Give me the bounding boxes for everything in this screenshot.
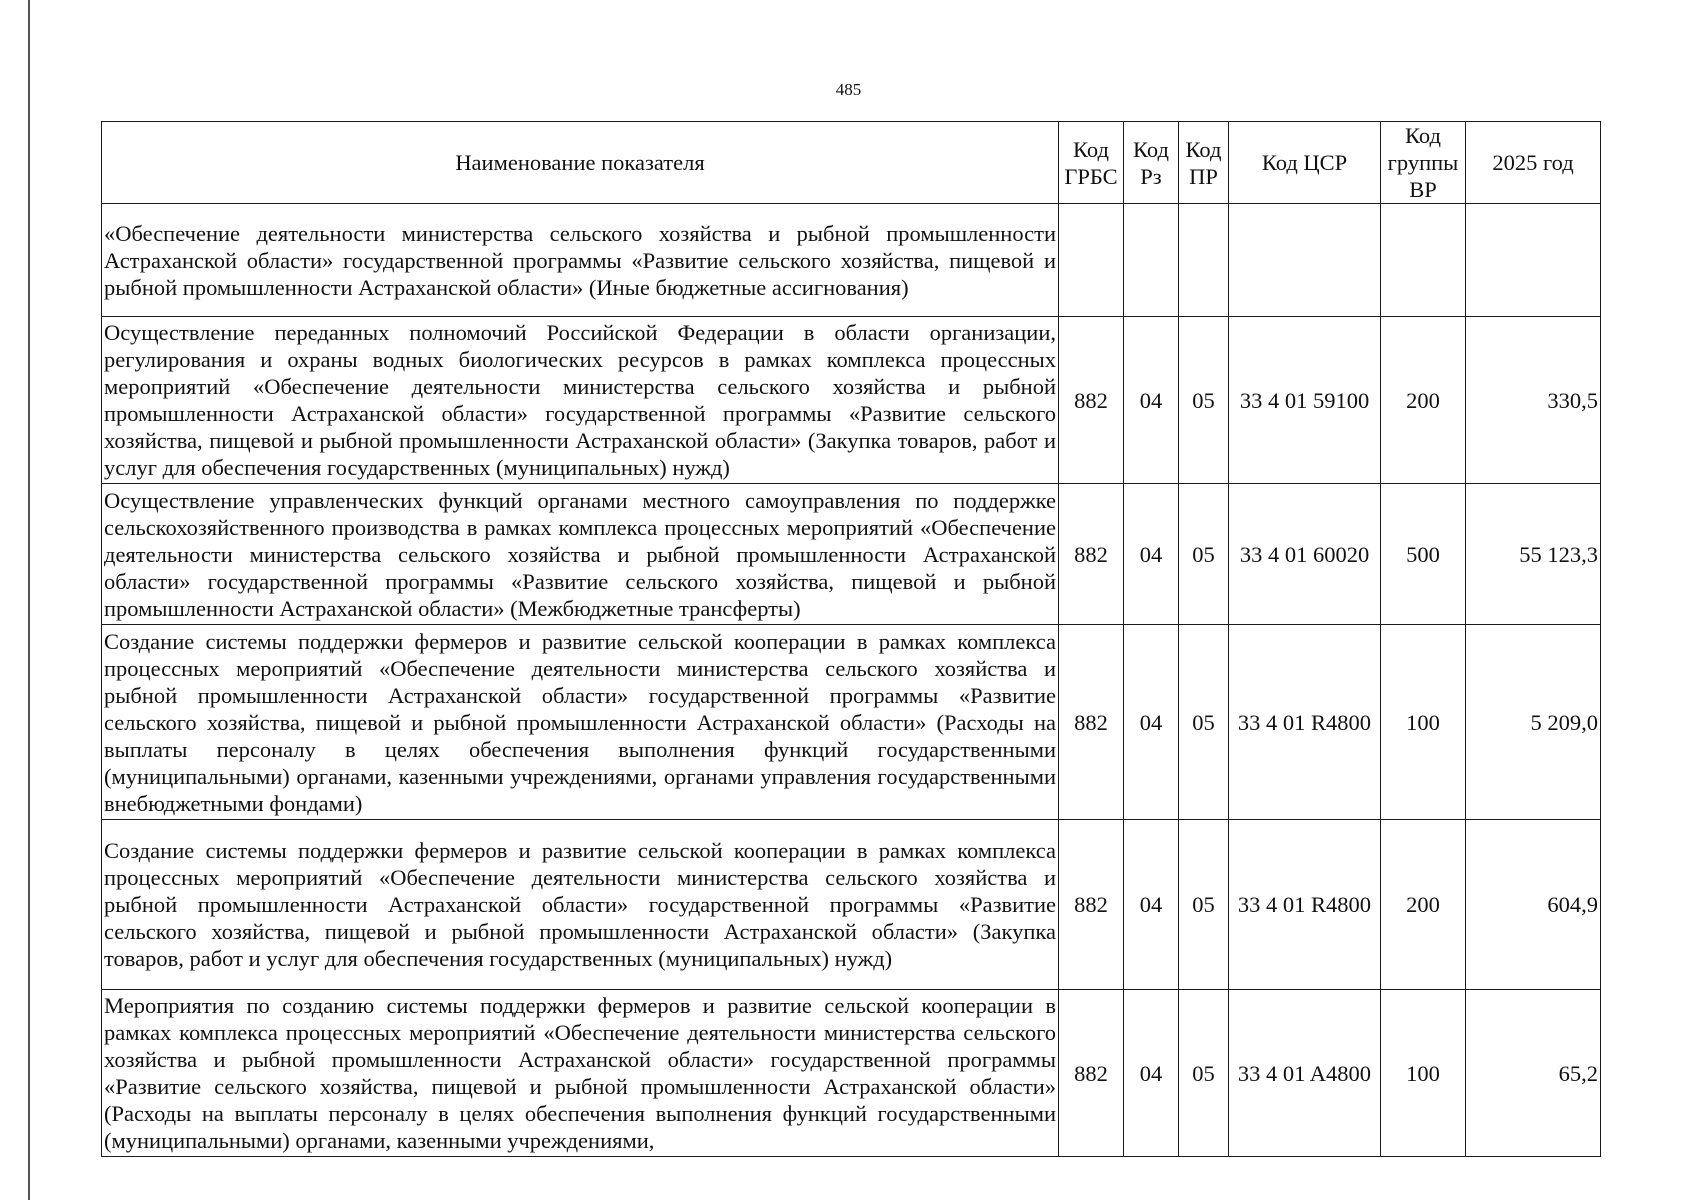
row-rz: [1124, 204, 1179, 317]
row-amount: [1466, 204, 1601, 317]
row-pr: 05: [1179, 317, 1229, 484]
row-grbs: 882: [1059, 990, 1124, 1157]
table-row: [102, 625, 1601, 820]
header-rz: Код Рз: [1124, 122, 1179, 204]
page-number: 485: [835, 80, 862, 99]
table-row: [102, 317, 1601, 484]
header-pr: Код ПР: [1179, 122, 1229, 204]
table-row: [102, 204, 1601, 317]
budget-table: [101, 121, 1601, 1157]
row-csr: 33 4 01 59100: [1229, 317, 1381, 484]
row-grbs: 882: [1059, 625, 1124, 820]
row-vr: 100: [1381, 625, 1466, 820]
row-csr: [1229, 204, 1381, 317]
row-pr: 05: [1179, 484, 1229, 625]
row-name: Создание системы поддержки фермеров и развитие сельской кооперации в рамках комплекса процессных мероприятий «Обеспечение деятельности министерства сельского хозяйства и рыбной промышленности Астраханской области» государственной программы «Развитие сельского хозяйства, пищевой и рыбной промышленности Астраханской области» (Расходы на выплаты персоналу в целях обеспечения выполнения функций государственными (муниципальными) органами, казенными учреждениями, органами управления государственными внебюджетными фондами): [102, 625, 1059, 820]
row-pr: 05: [1179, 990, 1229, 1157]
row-vr: 100: [1381, 990, 1466, 1157]
row-amount: 330,5: [1466, 317, 1601, 484]
row-rz: 04: [1124, 625, 1179, 820]
row-rz: 04: [1124, 484, 1179, 625]
header-name: Наименование показателя: [102, 122, 1059, 204]
row-csr: 33 4 01 R4800: [1229, 625, 1381, 820]
row-name: Осуществление управленческих функций органами местного самоуправления по поддержке сельскохозяйственного производства в рамках комплекса процессных мероприятий «Обеспечение деятельности министерства сельского хозяйства и рыбной промышленности Астраханской области» государственной программы «Развитие сельского хозяйства, пищевой и рыбной промышленности Астраханской области» (Межбюджетные трансферты): [102, 484, 1059, 625]
row-pr: 05: [1179, 625, 1229, 820]
row-amount: 65,2: [1466, 990, 1601, 1157]
row-amount: 604,9: [1466, 820, 1601, 990]
header-grbs: Код ГРБС: [1059, 122, 1124, 204]
header-vr: Код группы ВР: [1381, 122, 1466, 204]
header-year: 2025 год: [1466, 122, 1601, 204]
row-name: «Обеспечение деятельности министерства сельского хозяйства и рыбной промышленности Астраханской области» государственной программы «Развитие сельского хозяйства, пищевой и рыбной промышленности Астраханской области» (Иные бюджетные ассигнования): [102, 204, 1059, 317]
row-vr: 500: [1381, 484, 1466, 625]
scan-edge-line: [28, 0, 30, 1200]
row-rz: 04: [1124, 317, 1179, 484]
row-rz: 04: [1124, 820, 1179, 990]
table-row: [102, 990, 1601, 1157]
header-csr: Код ЦСР: [1229, 122, 1381, 204]
row-pr: [1179, 204, 1229, 317]
row-pr: 05: [1179, 820, 1229, 990]
row-csr: 33 4 01 60020: [1229, 484, 1381, 625]
row-grbs: 882: [1059, 484, 1124, 625]
row-csr: 33 4 01 R4800: [1229, 820, 1381, 990]
row-name: Осуществление переданных полномочий Российской Федерации в области организации, регулирования и охраны водных биологических ресурсов в рамках комплекса процессных мероприятий «Обеспечение деятельности министерства сельского хозяйства и рыбной промышленности Астраханской области» государственной программы «Развитие сельского хозяйства, пищевой и рыбной промышленности Астраханской области» (Закупка товаров, работ и услуг для обеспечения государственных (муниципальных) нужд): [102, 317, 1059, 484]
row-name: Создание системы поддержки фермеров и развитие сельской кооперации в рамках комплекса процессных мероприятий «Обеспечение деятельности министерства сельского хозяйства и рыбной промышленности Астраханской области» государственной программы «Развитие сельского хозяйства, пищевой и рыбной промышленности Астраханской области» (Закупка товаров, работ и услуг для обеспечения государственных (муниципальных) нужд): [102, 820, 1059, 990]
row-grbs: [1059, 204, 1124, 317]
row-vr: [1381, 204, 1466, 317]
table-header-row: [102, 122, 1601, 204]
row-name: Мероприятия по созданию системы поддержки фермеров и развитие сельской кооперации в рамках комплекса процессных мероприятий «Обеспечение деятельности министерства сельского хозяйства и рыбной промышленности Астраханской области» государственной программы «Развитие сельского хозяйства, пищевой и рыбной промышленности Астраханской области» (Расходы на выплаты персоналу в целях обеспечения выполнения функций государственными (муниципальными) органами, казенными учреждениями,: [102, 990, 1059, 1157]
table-row: [102, 820, 1601, 990]
row-grbs: 882: [1059, 820, 1124, 990]
row-vr: 200: [1381, 820, 1466, 990]
row-csr: 33 4 01 A4800: [1229, 990, 1381, 1157]
row-rz: 04: [1124, 990, 1179, 1157]
row-amount: 55 123,3: [1466, 484, 1601, 625]
row-vr: 200: [1381, 317, 1466, 484]
row-grbs: 882: [1059, 317, 1124, 484]
table-row: [102, 484, 1601, 625]
row-amount: 5 209,0: [1466, 625, 1601, 820]
